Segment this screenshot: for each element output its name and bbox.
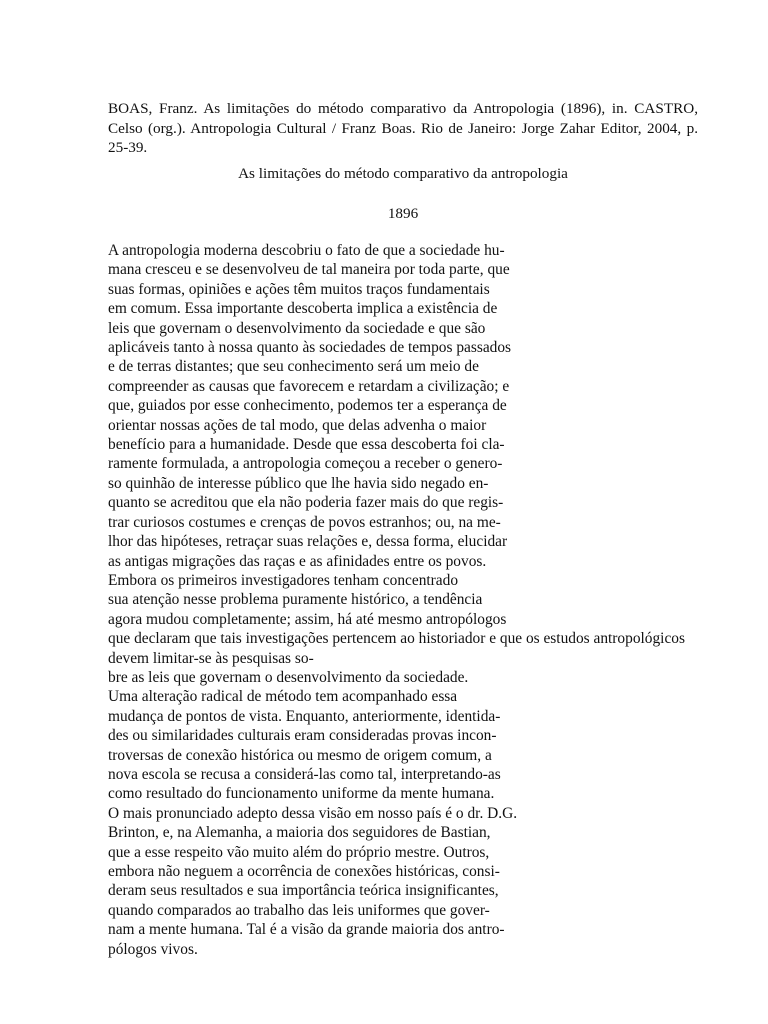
body-line: agora mudou completamente; assim, há até mesmo antropólogos <box>108 610 507 628</box>
document-title: As limitações do método comparativo da antropologia <box>238 165 568 182</box>
body-line: Embora os primeiros investigadores tenham concentrado <box>108 571 459 589</box>
body-line: des ou similaridades culturais eram consideradas provas incon- <box>108 727 497 745</box>
body-line: O mais pronunciado adepto dessa visão em nosso país é o dr. D.G. <box>108 804 518 822</box>
body-line: Brinton, e, na Alemanha, a maioria dos seguidores de Bastian, <box>108 824 491 842</box>
body-line: sua atenção nesse problema puramente histórico, a tendência <box>108 591 483 609</box>
body-line: A antropologia moderna descobriu o fato de que a sociedade hu- <box>108 242 505 259</box>
body-line: mudança de pontos de vista. Enquanto, anteriormente, identida- <box>108 707 501 725</box>
body-line: como resultado do funcionamento uniforme da mente humana. <box>108 785 495 803</box>
body-line: aplicáveis tanto à nossa quanto às sociedades de tempos passados <box>108 339 512 357</box>
reference-line: Celso (org.). Antropologia Cultural / Franz Boas. Rio de Janeiro: Jorge Zahar Editor, 2004, p. <box>108 119 698 137</box>
body-line: lhor das hipóteses, retraçar suas relações e, dessa forma, elucidar <box>108 533 508 551</box>
body-line: troversas de conexão histórica ou mesmo de origem comum, a <box>108 746 492 764</box>
body-line: as antigas migrações das raças e as afinidades entre os povos. <box>108 552 487 570</box>
body-line: mana cresceu e se desenvolveu de tal maneira por toda parte, que <box>108 261 510 279</box>
body-line: suas formas, opiniões e ações têm muitos traços fundamentais <box>108 280 490 298</box>
body-line: nam a mente humana. Tal é a visão da grande maioria dos antro- <box>108 921 505 939</box>
body-line: bre as leis que governam o desenvolvimento da sociedade. <box>108 668 469 686</box>
body-line: benefício para a humanidade. Desde que essa descoberta foi cla- <box>108 436 505 454</box>
body-line: so quinhão de interesse público que lhe havia sido negado en- <box>108 474 489 492</box>
bibliographic-reference <box>108 99 698 158</box>
body-line: que a esse respeito vão muito além do próprio mestre. Outros, <box>108 843 490 861</box>
body-line: compreender as causas que favorecem e retardam a civilização; e <box>108 377 510 395</box>
body-line: ramente formulada, a antropologia começou a receber o genero- <box>108 455 503 473</box>
body-line: que declaram que tais investigações pertencem ao historiador e que os estudos antropológicos <box>108 630 685 648</box>
body-line: Uma alteração radical de método tem acompanhado essa <box>108 688 458 706</box>
body-line: quando comparados ao trabalho das leis uniformes que gover- <box>108 901 490 919</box>
body-line: em comum. Essa importante descoberta implica a existência de <box>108 300 498 318</box>
body-line: embora não neguem a ocorrência de conexões históricas, consi- <box>108 863 500 880</box>
body-line: deram seus resultados e sua importância teórica insignificantes, <box>108 882 499 900</box>
body-line: leis que governam o desenvolvimento da sociedade e que são <box>108 319 486 337</box>
body-line: que, guiados por esse conhecimento, podemos ter a esperança de <box>108 397 507 415</box>
body-line: orientar nossas ações de tal modo, que delas advenha o maior <box>108 416 487 434</box>
reference-line: BOAS, Franz. As limitações do método comparativo da Antropologia (1896), in. CASTRO, <box>108 100 698 117</box>
reference-line: 25-39. <box>108 139 148 156</box>
body-text <box>108 241 708 959</box>
body-line: pólogos vivos. <box>108 940 198 958</box>
body-line: devem limitar-se às pesquisas so- <box>108 649 314 667</box>
body-line: quanto se acreditou que ela não poderia fazer mais do que regis- <box>108 494 504 512</box>
document-year: 1896 <box>387 205 419 222</box>
body-line: trar curiosos costumes e crenças de povos estranhos; ou, na me- <box>108 513 501 531</box>
body-line: e de terras distantes; que seu conhecimento será um meio de <box>108 358 479 376</box>
body-line: nova escola se recusa a considerá-las como tal, interpretando-as <box>108 765 501 783</box>
